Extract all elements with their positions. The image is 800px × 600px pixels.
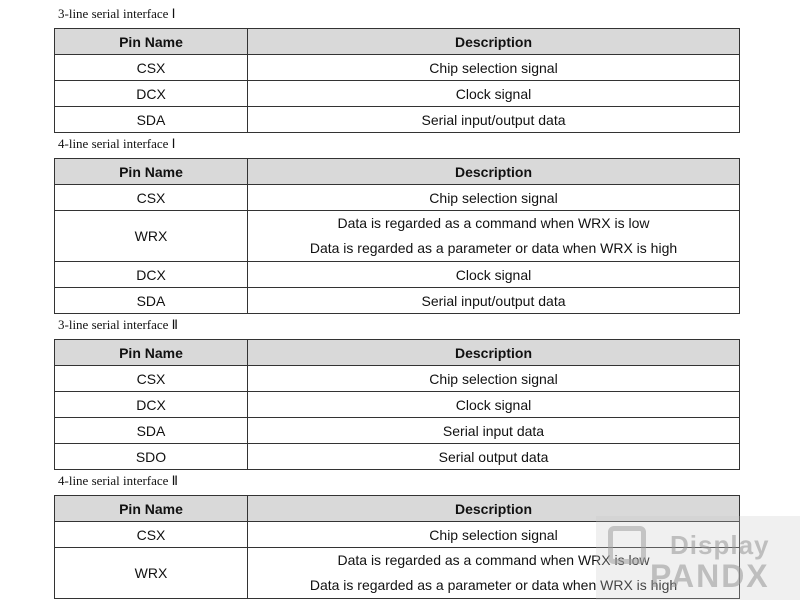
- table-row: [55, 288, 740, 314]
- description-cell: Serial input/output data: [248, 107, 740, 133]
- description-line: Data is regarded as a parameter or data when WRX is high: [309, 577, 678, 593]
- pin-name-header: Pin Name: [55, 340, 248, 366]
- section-caption: 3-line serial interface Ⅱ: [58, 317, 179, 332]
- pin-cell: DCX: [55, 392, 248, 418]
- description-cell: Clock signal: [248, 392, 740, 418]
- watermark: [596, 516, 800, 600]
- pin-cell: SDA: [55, 418, 248, 444]
- pin-name-header: Pin Name: [55, 159, 248, 185]
- table-row: [55, 211, 740, 262]
- description-cell: Serial input data: [248, 418, 740, 444]
- description-header: Description: [248, 29, 740, 55]
- description-line: Data is regarded as a command when WRX is low: [337, 215, 650, 231]
- description-cell: Clock signal: [248, 81, 740, 107]
- description-header: Description: [248, 159, 740, 185]
- table-header-row: [55, 340, 740, 366]
- watermark-text: PANDX: [650, 558, 770, 594]
- description-line: Data is regarded as a parameter or data when WRX is high: [309, 240, 678, 256]
- pin-cell: DCX: [55, 262, 248, 288]
- section-caption: 3-line serial interface Ⅰ: [58, 6, 176, 21]
- pin-cell: WRX: [55, 211, 248, 262]
- description-cell: Chip selection signal: [248, 185, 740, 211]
- table-row: [55, 392, 740, 418]
- description-cell: Chip selection signal: [248, 366, 740, 392]
- table-row: [55, 366, 740, 392]
- description-cell: Serial input/output data: [248, 288, 740, 314]
- table-row: [55, 185, 740, 211]
- table-row: [55, 444, 740, 470]
- description-cell: Chip selection signal: [248, 55, 740, 81]
- description-cell: Serial output data: [248, 444, 740, 470]
- table-row: [55, 107, 740, 133]
- pin-name-header: Pin Name: [55, 29, 248, 55]
- section-caption: 4-line serial interface Ⅱ: [58, 473, 179, 488]
- description-header: Description: [248, 340, 740, 366]
- pin-table-3line-2: [54, 339, 739, 470]
- table-row: [55, 81, 740, 107]
- pin-cell: CSX: [55, 366, 248, 392]
- pin-cell: SDA: [55, 288, 248, 314]
- table-header-row: [55, 29, 740, 55]
- pin-cell: SDA: [55, 107, 248, 133]
- pin-cell: SDO: [55, 444, 248, 470]
- pin-cell: CSX: [55, 522, 248, 548]
- description-cell: Chip selection signal: [248, 522, 740, 548]
- description-line: Data is regarded as a command when WRX is low: [337, 552, 650, 568]
- watermark-logo-icon: [608, 526, 646, 564]
- pin-cell: WRX: [55, 548, 248, 599]
- table-header-row: [55, 159, 740, 185]
- table-row: [55, 55, 740, 81]
- pin-cell: CSX: [55, 55, 248, 81]
- pin-table-3line-1: [54, 28, 739, 133]
- pin-table-4line-1: [54, 158, 739, 314]
- description-cell: Clock signal: [248, 262, 740, 288]
- table-row: [55, 418, 740, 444]
- table-row: [55, 262, 740, 288]
- section-caption: 4-line serial interface Ⅰ: [58, 136, 176, 151]
- pin-cell: DCX: [55, 81, 248, 107]
- description-header: Description: [248, 496, 740, 522]
- description-cell: [248, 211, 740, 262]
- watermark-text: Display: [670, 530, 770, 560]
- pin-name-header: Pin Name: [55, 496, 248, 522]
- pin-cell: CSX: [55, 185, 248, 211]
